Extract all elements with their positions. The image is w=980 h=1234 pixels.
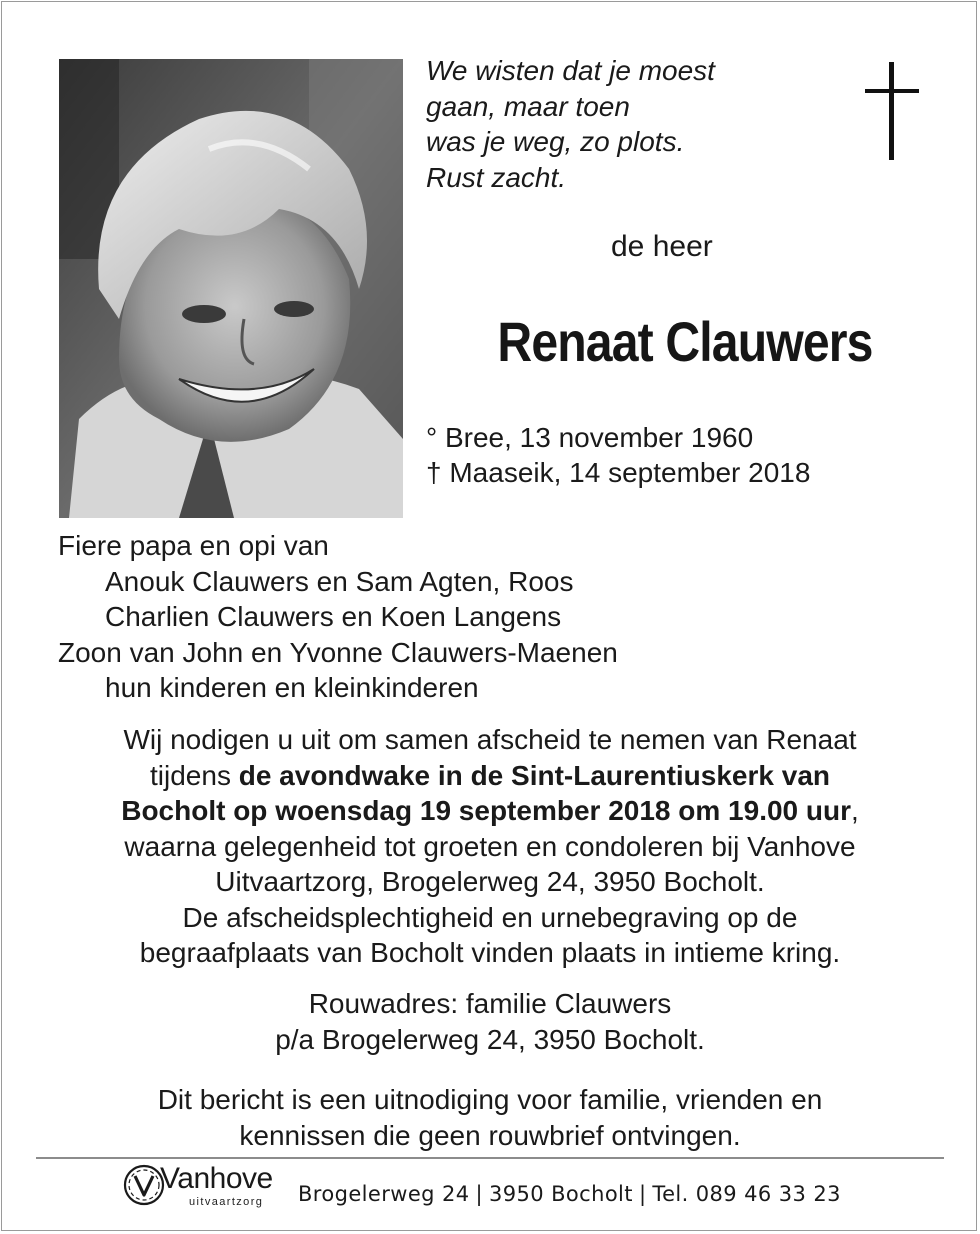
logo-subtitle: uitvaartzorg xyxy=(189,1196,264,1208)
deceased-name: Renaat Clauwers xyxy=(497,310,873,373)
memorial-poem xyxy=(426,53,826,195)
invitation-notice xyxy=(40,1082,940,1153)
family-list xyxy=(58,528,618,706)
address-line: Rouwadres: familie Clauwers xyxy=(308,988,672,1019)
cross-icon xyxy=(862,62,922,160)
family-line: Zoon van John en Yvonne Clauwers-Maenen xyxy=(58,636,618,668)
invitation-text-fragment: , xyxy=(851,795,859,826)
footer-phone: Tel. 089 46 33 23 xyxy=(652,1182,841,1206)
poem-line: was je weg, zo plots. xyxy=(426,126,685,157)
footer-city: 3950 Bocholt xyxy=(488,1182,633,1206)
family-line: hun kinderen en kleinkinderen xyxy=(105,672,479,703)
invitation-text-fragment: tijdens xyxy=(150,759,239,791)
invitation-line: Wij nodigen u uit om samen afscheid te nemen van Renaat xyxy=(123,724,857,755)
invitation-line: Uitvaartzorg, Brogelerweg 24, 3950 Bocholt. xyxy=(215,866,765,897)
invitation-line: begraafplaats van Bocholt vinden plaats in intieme kring. xyxy=(139,937,841,968)
mourning-address xyxy=(40,986,940,1057)
footer-street: Brogelerweg 24 xyxy=(298,1182,470,1206)
poem-line: We wisten dat je moest xyxy=(426,55,715,86)
poem-line: Rust zacht. xyxy=(426,161,567,193)
footer-separator: | xyxy=(475,1182,483,1206)
poem-line: gaan, maar toen xyxy=(426,90,630,122)
invitation-line xyxy=(40,758,940,794)
notice-line: Dit bericht is een uitnodiging voor familie, vrienden en xyxy=(157,1084,823,1115)
invitation-emphasis: de avondwake in de Sint-Laurentiuskerk van xyxy=(238,759,830,791)
address-line: p/a Brogelerweg 24, 3950 Bocholt. xyxy=(275,1023,705,1055)
invitation-line xyxy=(40,793,940,829)
death-date: † Maaseik, 14 september 2018 xyxy=(426,457,811,488)
deceased-title: de heer xyxy=(611,230,713,263)
footer-divider xyxy=(36,1157,944,1159)
family-line: Charlien Clauwers en Koen Langens xyxy=(105,601,562,632)
invitation-line: waarna gelegenheid tot groeten en condoleren bij Vanhove xyxy=(124,830,856,862)
life-dates xyxy=(426,420,810,490)
notice-line: kennissen die geen rouwbrief ontvingen. xyxy=(239,1119,741,1151)
invitation-line: De afscheidsplechtigheid en urnebegraving op de xyxy=(182,901,798,933)
portrait-image xyxy=(59,59,403,518)
footer-contact xyxy=(298,1182,841,1206)
portrait-photo xyxy=(59,59,403,518)
family-line: Anouk Clauwers en Sam Agten, Roos xyxy=(105,565,574,597)
birth-date: ° Bree, 13 november 1960 xyxy=(426,422,754,453)
footer-separator: | xyxy=(638,1182,647,1206)
invitation-text xyxy=(40,722,940,971)
invitation-emphasis: Bocholt op woensdag 19 september 2018 om 19.00 uur xyxy=(121,795,851,826)
family-line: Fiere papa en opi van xyxy=(58,530,329,561)
logo-name: Vanhove xyxy=(160,1162,273,1195)
